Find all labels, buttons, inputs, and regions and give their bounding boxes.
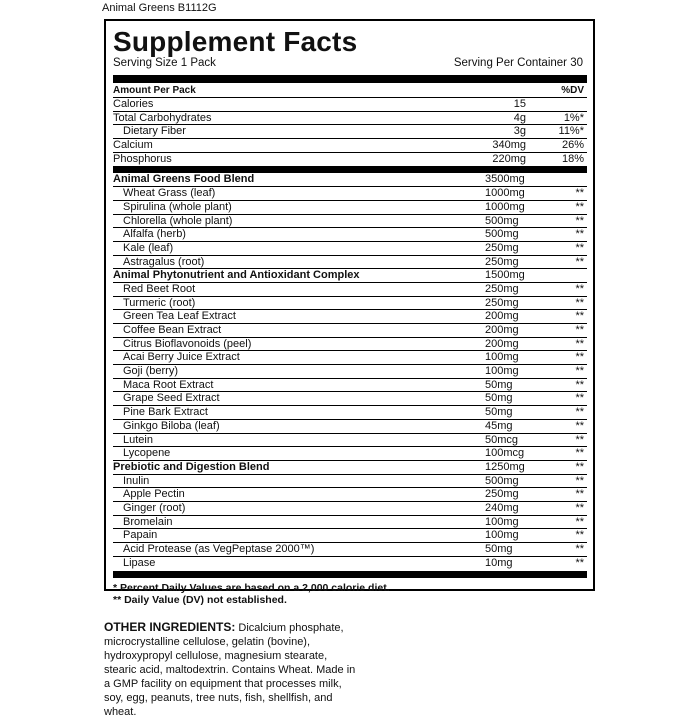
ingredient-row xyxy=(113,324,587,338)
row-dv: ** xyxy=(575,200,584,213)
row-label: Acid Protease (as VegPeptase 2000™) xyxy=(123,543,315,555)
divider-thick xyxy=(113,571,587,578)
nutrient-list xyxy=(113,98,587,166)
row-amount: 45mg xyxy=(485,419,513,432)
ingredient-row xyxy=(113,434,587,448)
serving-size: Serving Size 1 Pack xyxy=(113,57,216,69)
row-dv: ** xyxy=(575,228,584,241)
row-dv: ** xyxy=(575,351,584,364)
ingredient-row xyxy=(113,215,587,229)
row-label: Citrus Bioflavonoids (peel) xyxy=(123,337,252,350)
row-amount: 250mg xyxy=(485,282,519,295)
row-label: Animal Phytonutrient and Antioxidant Complex xyxy=(113,269,360,282)
row-dv: ** xyxy=(575,241,584,254)
ingredient-row xyxy=(113,201,587,215)
row-dv: 1%* xyxy=(563,111,584,124)
row-amount: 200mg xyxy=(485,310,519,323)
row-label: Ginger (root) xyxy=(123,501,186,514)
column-header xyxy=(113,84,587,98)
ingredient-row xyxy=(113,392,587,406)
ingredient-row xyxy=(113,338,587,352)
row-amount: 500mg xyxy=(485,214,519,227)
row-dv: ** xyxy=(575,310,584,323)
ingredient-row xyxy=(113,488,587,502)
nutrient-row xyxy=(113,112,587,126)
footnotes xyxy=(113,582,587,606)
product-label: Animal Greens B1112G xyxy=(102,2,217,14)
ingredient-row xyxy=(113,420,587,434)
row-dv: ** xyxy=(575,406,584,419)
ingredient-row xyxy=(113,351,587,365)
row-amount: 1500mg xyxy=(485,269,525,282)
row-amount: 50mg xyxy=(485,543,513,555)
row-dv: ** xyxy=(575,433,584,446)
row-label: Apple Pectin xyxy=(123,488,185,501)
nutrient-row xyxy=(113,98,587,112)
blend-header-row xyxy=(113,173,587,187)
row-dv: ** xyxy=(575,543,584,555)
ingredient-row xyxy=(113,406,587,420)
row-label: Chlorella (whole plant) xyxy=(123,214,233,227)
row-amount: 1000mg xyxy=(485,200,525,213)
row-dv: ** xyxy=(575,378,584,391)
row-label: Green Tea Leaf Extract xyxy=(123,310,236,323)
ingredient-row xyxy=(113,516,587,530)
row-amount: 250mg xyxy=(485,241,519,254)
row-label: Wheat Grass (leaf) xyxy=(123,187,216,200)
row-amount: 100mg xyxy=(485,515,519,528)
row-label: Goji (berry) xyxy=(123,365,179,378)
nutrient-row xyxy=(113,125,587,139)
row-dv: ** xyxy=(575,392,584,405)
row-amount: 220mg xyxy=(492,152,526,165)
row-dv: ** xyxy=(575,324,584,336)
row-label: Lycopene xyxy=(123,447,171,460)
ingredient-row xyxy=(113,502,587,516)
row-label: Acai Berry Juice Extract xyxy=(123,351,240,364)
ingredient-row xyxy=(113,529,587,543)
row-amount: 100mg xyxy=(485,351,519,364)
row-amount: 50mg xyxy=(485,392,513,405)
row-amount: 50mg xyxy=(485,378,513,391)
row-amount: 340mg xyxy=(492,139,526,152)
row-dv: ** xyxy=(575,474,584,487)
row-amount: 100mg xyxy=(485,365,519,378)
other-ingredients xyxy=(104,620,356,719)
row-dv: ** xyxy=(575,488,584,501)
nutrient-row xyxy=(113,153,587,167)
row-label: Turmeric (root) xyxy=(123,296,196,309)
row-label: Animal Greens Food Blend xyxy=(113,173,255,186)
ingredients-text: Dicalcium phosphate, microcrystalline cellulose, gelatin (bovine), hydroxypropyl cellulose, magnesium stearate, stearic acid, maltodextrin. Contains Wheat. Made in a GMP facility on equipment that processes milk, soy, egg, peanuts, tree nuts, fish, shellfish, and wheat. xyxy=(104,622,356,718)
ingredient-row xyxy=(113,297,587,311)
row-label: Prebiotic and Digestion Blend xyxy=(113,460,270,473)
supplement-facts-panel xyxy=(104,19,595,607)
row-label: Spirulina (whole plant) xyxy=(123,200,232,213)
footnote: * Percent Daily Values are based on a 2,000 calorie diet. xyxy=(113,582,390,595)
row-dv: ** xyxy=(575,447,584,460)
row-label: Kale (leaf) xyxy=(123,241,174,254)
ingredient-row xyxy=(113,187,587,201)
nutrient-row xyxy=(113,139,587,153)
row-dv: ** xyxy=(575,296,584,309)
row-dv: ** xyxy=(575,214,584,227)
ingredient-row xyxy=(113,365,587,379)
ingredient-row xyxy=(113,228,587,242)
row-dv: ** xyxy=(575,501,584,514)
row-amount: 100mg xyxy=(485,529,519,542)
footnote: ** Daily Value (DV) not established. xyxy=(113,594,287,607)
serving-info xyxy=(113,57,587,71)
row-label: Lipase xyxy=(123,556,156,569)
row-dv: ** xyxy=(575,556,584,569)
row-dv: ** xyxy=(575,365,584,378)
row-dv: 18% xyxy=(561,152,584,165)
row-amount: 500mg xyxy=(485,228,519,241)
row-amount: 3g xyxy=(513,125,526,138)
ingredient-row xyxy=(113,242,587,256)
row-amount: 250mg xyxy=(485,255,519,268)
ingredient-row xyxy=(113,379,587,393)
row-dv: ** xyxy=(575,337,584,350)
row-amount: 50mcg xyxy=(485,433,519,446)
blend-header-row xyxy=(113,461,587,475)
row-label: Red Beet Root xyxy=(123,282,196,295)
dv-header: %DV xyxy=(561,85,584,96)
row-dv: 11%* xyxy=(558,125,584,138)
row-amount: 1250mg xyxy=(485,460,525,473)
row-label: Alfalfa (herb) xyxy=(123,228,186,241)
ingredient-row xyxy=(113,475,587,489)
ingredient-row xyxy=(113,447,587,461)
row-label: Coffee Bean Extract xyxy=(123,324,222,336)
row-dv: ** xyxy=(575,282,584,295)
ingredient-row xyxy=(113,310,587,324)
row-amount: 10mg xyxy=(485,556,513,569)
row-label: Lutein xyxy=(123,433,153,446)
row-label: Maca Root Extract xyxy=(123,378,214,391)
row-dv: ** xyxy=(575,515,584,528)
row-amount: 3500mg xyxy=(485,173,525,186)
row-dv: ** xyxy=(575,529,584,542)
row-amount: 500mg xyxy=(485,474,519,487)
row-label: Total Carbohydrates xyxy=(113,111,212,124)
row-dv: ** xyxy=(575,419,584,432)
row-amount: 50mg xyxy=(485,406,513,419)
row-label: Phosphorus xyxy=(113,152,172,165)
row-label: Astragalus (root) xyxy=(123,255,205,268)
ingredient-row xyxy=(113,256,587,270)
row-amount: 250mg xyxy=(485,488,519,501)
blend-header-row xyxy=(113,269,587,283)
row-dv: ** xyxy=(575,187,584,200)
row-dv: ** xyxy=(575,255,584,268)
row-label: Calcium xyxy=(113,139,153,152)
row-amount: 4g xyxy=(513,111,526,124)
row-dv: 26% xyxy=(561,139,584,152)
blend-list xyxy=(113,173,587,570)
divider-thick xyxy=(113,75,587,83)
ingredient-row xyxy=(113,543,587,557)
divider-thick xyxy=(113,166,587,173)
row-label: Calories xyxy=(113,98,154,110)
row-label: Pine Bark Extract xyxy=(123,406,208,419)
row-label: Inulin xyxy=(123,474,150,487)
ingredients-label: OTHER INGREDIENTS: xyxy=(104,620,236,634)
row-label: Ginkgo Biloba (leaf) xyxy=(123,419,220,432)
row-amount: 1000mg xyxy=(485,187,525,200)
row-label: Dietary Fiber xyxy=(123,125,186,138)
row-amount: 100mcg xyxy=(485,447,525,460)
row-amount: 15 xyxy=(513,98,526,110)
panel-title: Supplement Facts xyxy=(113,26,358,57)
row-amount: 200mg xyxy=(485,324,519,336)
row-label: Bromelain xyxy=(123,515,173,528)
servings-per-container: Serving Per Container 30 xyxy=(453,57,583,69)
row-dv: ** xyxy=(575,460,584,473)
ingredient-row xyxy=(113,557,587,571)
row-label: Grape Seed Extract xyxy=(123,392,220,405)
row-amount: 250mg xyxy=(485,296,519,309)
amount-header: Amount Per Pack xyxy=(113,85,196,96)
row-label: Papain xyxy=(123,529,158,542)
ingredient-row xyxy=(113,283,587,297)
row-amount: 240mg xyxy=(485,501,519,514)
row-amount: 200mg xyxy=(485,337,519,350)
